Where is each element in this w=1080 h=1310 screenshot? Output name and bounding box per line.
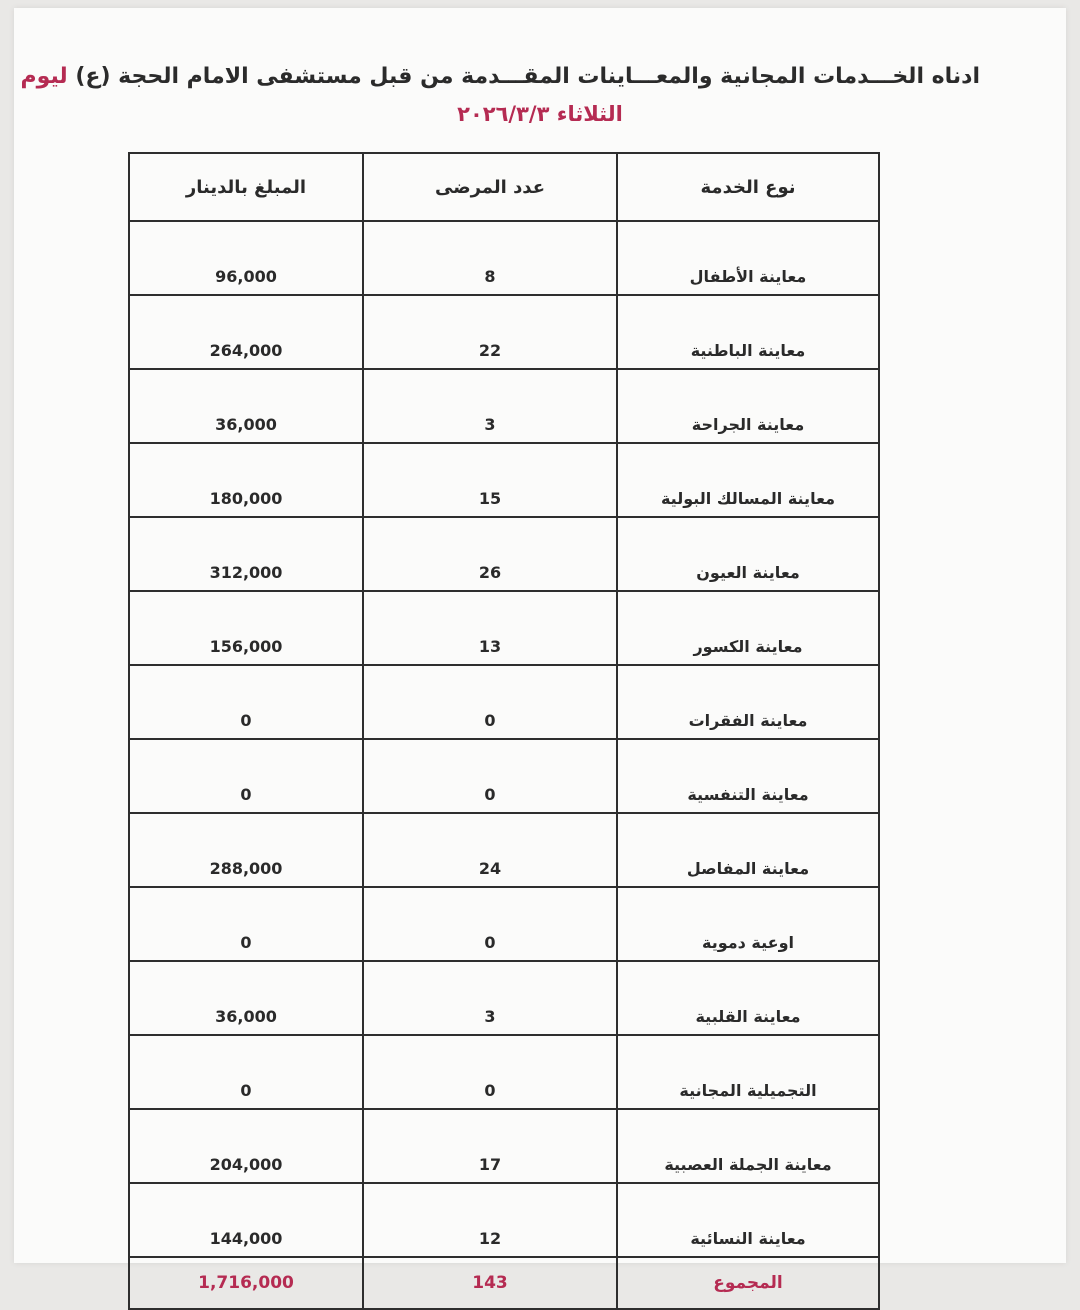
total-label: المجموع	[617, 1257, 879, 1309]
table-row	[129, 221, 879, 295]
service-type-cell: معاينة الفقرات	[617, 665, 879, 739]
table-row	[129, 591, 879, 665]
table-row	[129, 517, 879, 591]
table-body	[129, 221, 879, 1309]
total-row	[129, 1257, 879, 1309]
service-type-cell: معاينة القلبية	[617, 961, 879, 1035]
table-row	[129, 665, 879, 739]
amount-cell: 288,000	[129, 813, 363, 887]
amount-cell: 264,000	[129, 295, 363, 369]
service-type-cell: اوعية دموية	[617, 887, 879, 961]
title-main: ادناه الخـــدمات المجانية والمعـــاينات المقـــدمة من قبل مستشفى الامام الحجة (ع)	[75, 64, 980, 89]
amount-cell: 204,000	[129, 1109, 363, 1183]
table-row	[129, 1109, 879, 1183]
document-title	[20, 64, 980, 89]
amount-cell: 36,000	[129, 369, 363, 443]
header-count: عدد المرضى	[363, 153, 617, 221]
table-row	[129, 739, 879, 813]
count-cell: 0	[363, 665, 617, 739]
table-row	[129, 369, 879, 443]
service-type-cell: معاينة العيون	[617, 517, 879, 591]
count-cell: 13	[363, 591, 617, 665]
count-cell: 0	[363, 887, 617, 961]
service-type-cell: معاينة الكسور	[617, 591, 879, 665]
service-type-cell: معاينة المسالك البولية	[617, 443, 879, 517]
count-cell: 0	[363, 1035, 617, 1109]
service-type-cell: معاينة الجملة العصبية	[617, 1109, 879, 1183]
amount-cell: 312,000	[129, 517, 363, 591]
service-type-cell: معاينة الباطنية	[617, 295, 879, 369]
amount-cell: 0	[129, 739, 363, 813]
table-row	[129, 1035, 879, 1109]
service-type-cell: معاينة التنفسية	[617, 739, 879, 813]
count-cell: 12	[363, 1183, 617, 1257]
header-amount: المبلغ بالدينار	[129, 153, 363, 221]
count-cell: 17	[363, 1109, 617, 1183]
table-row	[129, 295, 879, 369]
service-type-cell: معاينة الجراحة	[617, 369, 879, 443]
count-cell: 3	[363, 369, 617, 443]
table-header-row	[129, 153, 879, 221]
amount-cell: 36,000	[129, 961, 363, 1035]
table-row	[129, 1183, 879, 1257]
amount-cell: 0	[129, 665, 363, 739]
table-row	[129, 443, 879, 517]
count-cell: 26	[363, 517, 617, 591]
title-accent: ليوم	[20, 64, 68, 89]
total-amount: 1,716,000	[129, 1257, 363, 1309]
table-row	[129, 813, 879, 887]
count-cell: 8	[363, 221, 617, 295]
service-type-cell: معاينة النسائية	[617, 1183, 879, 1257]
service-type-cell: التجميلية المجانية	[617, 1035, 879, 1109]
amount-cell: 144,000	[129, 1183, 363, 1257]
count-cell: 0	[363, 739, 617, 813]
service-type-cell: معاينة الأطفال	[617, 221, 879, 295]
count-cell: 22	[363, 295, 617, 369]
header-type: نوع الخدمة	[617, 153, 879, 221]
service-type-cell: معاينة المفاصل	[617, 813, 879, 887]
count-cell: 15	[363, 443, 617, 517]
total-count: 143	[363, 1257, 617, 1309]
amount-cell: 96,000	[129, 221, 363, 295]
document-date: الثلاثاء ٢٠٢٦/٣/٣	[457, 102, 623, 126]
amount-cell: 0	[129, 887, 363, 961]
amount-cell: 180,000	[129, 443, 363, 517]
services-table	[128, 152, 880, 1310]
amount-cell: 156,000	[129, 591, 363, 665]
amount-cell: 0	[129, 1035, 363, 1109]
table-row	[129, 887, 879, 961]
count-cell: 24	[363, 813, 617, 887]
table-row	[129, 961, 879, 1035]
count-cell: 3	[363, 961, 617, 1035]
